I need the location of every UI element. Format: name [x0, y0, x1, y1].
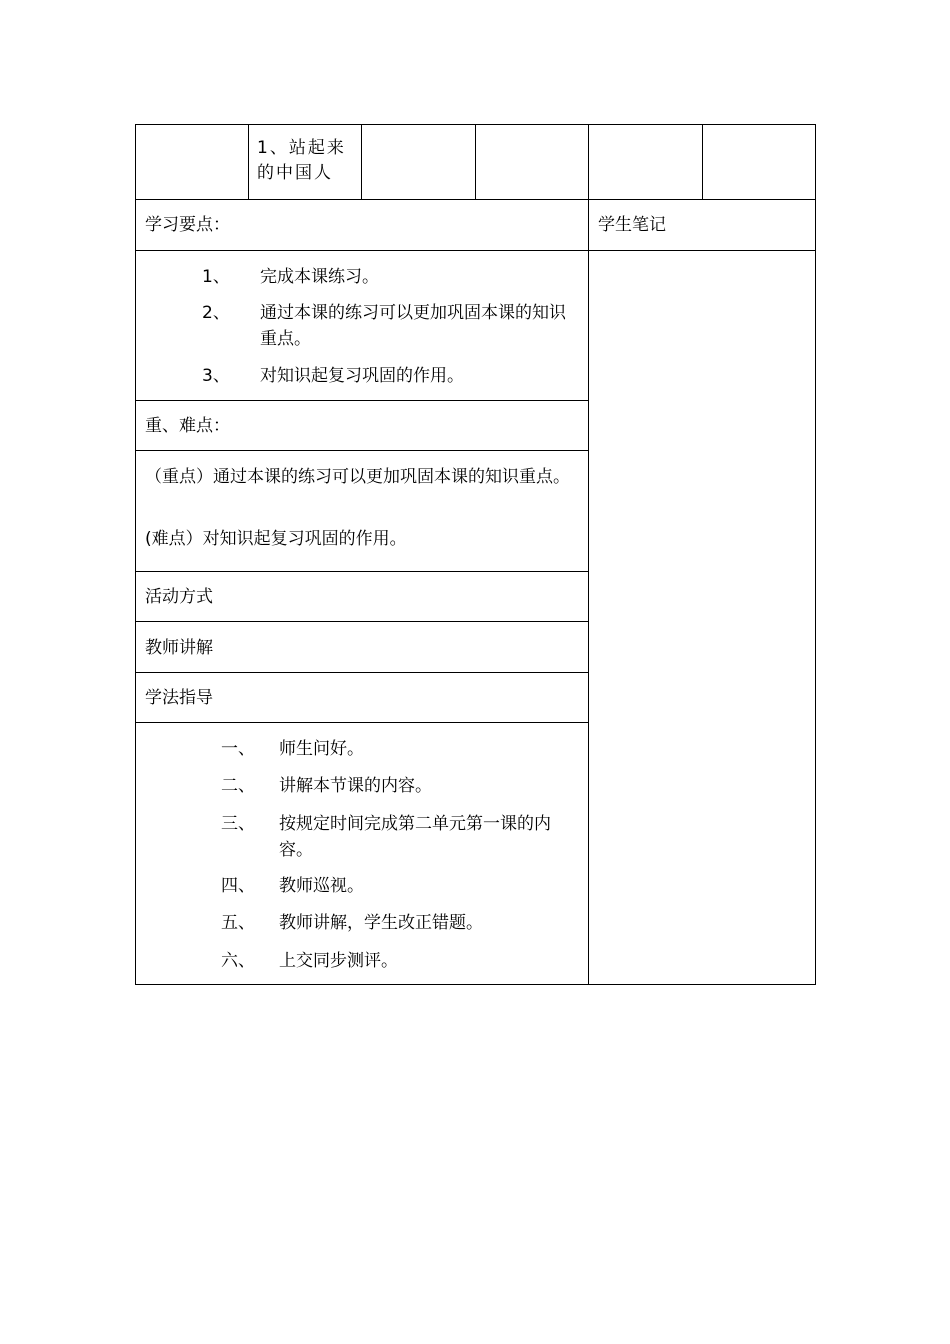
procedure-num: 四、	[221, 876, 255, 896]
procedure-text: 教师讲解，学生改正错题。	[279, 913, 483, 933]
procedure-num: 五、	[221, 913, 255, 933]
study-point-num: 3、	[202, 366, 230, 386]
procedure-text: 教师巡视。	[279, 876, 364, 896]
study-point-num: 2、	[202, 303, 230, 323]
procedure-text: 讲解本节课的内容。	[279, 776, 432, 796]
study-point-text: 完成本课练习。	[260, 267, 379, 287]
procedure-num: 三、	[221, 814, 255, 834]
study-guide-label: 学法指导	[145, 688, 213, 708]
study-points-heading: 学习要点：	[145, 215, 230, 235]
teacher-explain-label: 教师讲解	[145, 638, 213, 658]
study-point-num: 1、	[202, 267, 230, 287]
study-point-text: 对知识起复习巩固的作用。	[260, 366, 464, 386]
activity-mode-label: 活动方式	[145, 587, 213, 607]
key-difficult-heading: 重、难点：	[145, 416, 230, 436]
procedure-num: 二、	[221, 776, 255, 796]
key-point-text: （重点）通过本课的练习可以更加巩固本课的知识重点。	[145, 467, 570, 487]
procedure-num: 一、	[221, 739, 255, 759]
student-notes-heading: 学生笔记	[598, 215, 666, 235]
procedure-text: 上交同步测评。	[279, 951, 398, 971]
study-point-text: 通过本课的练习可以更加巩固本课的知识重点。	[260, 303, 566, 349]
lesson-title: 1、站起来的中国人	[257, 138, 346, 183]
procedure-text: 按规定时间完成第二单元第一课的内容。	[279, 814, 551, 860]
difficult-point-text: (难点）对知识起复习巩固的作用。	[145, 529, 407, 549]
procedure-num: 六、	[221, 951, 255, 971]
procedure-text: 师生问好。	[279, 739, 364, 759]
